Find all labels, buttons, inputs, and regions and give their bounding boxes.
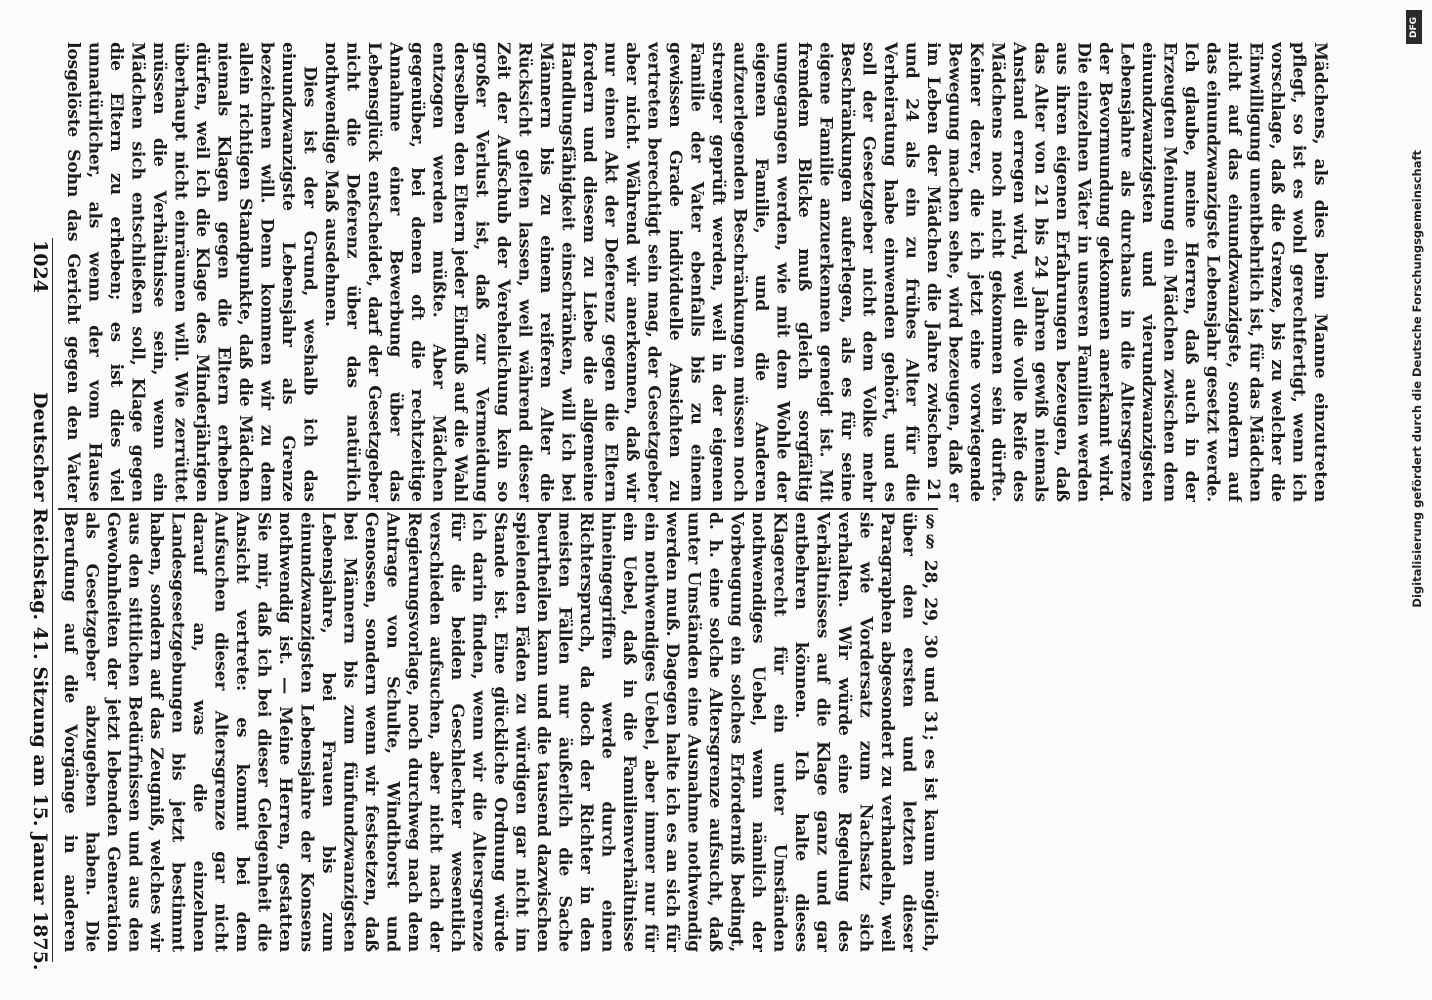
paragraph: §§ 28, 29, 30 und 31; es ist kaum möglich, über den ersten und letzten dieser Paragraphen abgesondert zu verhandeln, weil sie wie Vordersatz zum Nachsatz sich verhalten. Wir würde eine Regelung des Verhältnisses auf die Klage ganz und gar entbehren können. Ich halte dieses Klagerecht für ein unter Umständen nothwendiges Uebel, wenn nämlich der Vorbeugung ein solches Erforderniß bedingt, d. h. eine solche Altersgrenze aufsucht, daß unter Umständen eine Ausnahme nothwendig werden muß. Dagegen halte ich es an sich für ein nothwendiges Uebel, aber immer nur für ein Uebel, daß in die Familienverhältnisse hineingegriffen werde durch einen Richterspruch, da doch der Richter in den meisten Fällen nur äußerlich die Sache beurtheilen kann und die tausend dazwischen spielenden Fäden zu würdigen gar nicht im Stande ist. Eine glückliche Ordnung würde ich darin finden, wenn wir die Altersgrenze für die beiden Geschlechter wesentlich verschieden aufsuchen, aber nicht nach der Regierungsvorlage, noch durchweg nach dem Antrage von Schulte, Windthorst und Genossen, sondern wenn wir festsetzen, daß bei Männern bis zum fünfundzwanzigsten Lebensjahre, bei Frauen bis zum einundzwanzigsten Lebensjahre der Konsens nothwendig ist. — Meine Herren, gestatten Sie mir, daß ich bei dieser Gelegenheit die Ansicht vertrete: es kommt bei dem Aufsuchen dieser Altersgrenze gar nicht darauf an, was die einzelnen Landesgesetzgebungen bis jetzt bestimmt haben, sondern auf das Zeugniß, welches wir aus den sittlichen Bedürfnissen und aus den Gewohnheiten der jetzt lebenden Generation als Gesetzgeber abzugeben haben. Die Berufung auf die Vorgänge in anderen — [60, 512, 940, 952]
column-divider — [58, 508, 938, 510]
page-number: 1024 — [29, 240, 51, 293]
paragraph: Dies ist der Grund, weshalb ich das einundzwanzigste Lebensjahr als Grenze bezeichnen will. Denn kommen wir zu dem allein richtigen Standpunkte, daß die Mädchen niemals Klagen gegen die Eltern erheben dürfen, weil ich die Klage des Minderjährigen überhaupt nicht einräumen will. Wie zerrüttet müssen die Verhältnisse sein, wenn ein Mädchen sich entschließen soll, Klage gegen die Eltern zu erheben; es ist dies viel unnatürlicher, als wenn der vom Hause losgelöste Sohn das Gericht gegen den Vater — [63, 42, 320, 502]
paragraph: Mädchens, als dies beim Manne einzutreten pflegt, so ist es wohl gerechtfertigt, wenn ich vorschlage, daß die Grenze, bis zu welcher die Einwilligung unentbehrlich ist, für das Mädchen nicht auf das einundzwanzigste, sondern auf das einundzwanzigste Lebensjahr gesetzt werde. Ich glaube, meine Herren, daß auch in der Erzeugten Meinung ein Mädchen zwischen dem einundzwanzigsten und vierundzwanzigsten Lebensjahre als durchaus in die Altersgrenze der Bevormundung gekommen anerkannt wird. Die einzelnen Väter in unseren Familien werden aus ihren eigenen Erfahrungen bezeugen, daß das Alter von 21 bis 24 Jahren gewiß niemals Anstand erregen wird, weil die volle Reife des Mädchens noch nicht gekommen sein dürfte. Keiner derer, die ich jetzt eine vorwiegende Bewegung machen sehe, wird bezeugen, daß er im Leben der Mädchen die Jahre zwischen 21 und 24 als ein zu frühes Alter für die Verheiratung habe einwenden gehört, und es soll der Gesetzgeber nicht dem Volke mehr Beschränkungen auferlegen, als es für seine eigene Familie anzuerkennen geneigt ist. Mit fremdem Blicke muß gleich sorgfältig umgegangen werden, wie mit dem Wohle der eigenen Familie, und die Anderen aufzuerlegenden Beschränkungen müssen noch strenger geprüft werden, weil in der eigenen Familie der Vater ebenfalls bis zu einem gewissen Grade individuelle Ansichten zu vertreten berechtigt sein mag, der Gesetzgeber aber nicht. Während wir anerkennen, daß wir nur einen Akt der Deferenz gegen die Eltern fordern und diesem zu Liebe die allgemeine Handlungsfähigkeit einschränken, will ich bei Männern bis zu einem reiferen Alter die Rücksicht gelten lassen, weil während dieser Zeit der Aufschub der Verehelichung kein so großer Verlust ist, daß zur Vermeidung derselben den Eltern jeder Einfluß auf die Wahl entzogen werden müßte. Aber Mädchen gegenüber, bei denen oft die rechtzeitige Annahme einer Bewerbung über das Lebensglück entscheidet, darf der Gesetzgeber nicht die Deferenz über das natürlich nothwendige Maß ausdehnen. — [321, 42, 1330, 502]
dfg-logo: DFG — [1406, 10, 1422, 44]
digitization-stamp — [1402, 0, 1424, 1000]
text-column-left — [60, 512, 940, 952]
stamp-text: Digitalisierung gefördert durch die Deutsche Forschungsgemeinschaft — [1410, 150, 1424, 608]
header-rule — [52, 238, 53, 962]
text-column-right — [60, 42, 1330, 502]
header-title: Deutscher Reichstag. 41. Sitzung am 15. Januar 1875. — [29, 391, 51, 970]
page-header — [28, 240, 52, 970]
